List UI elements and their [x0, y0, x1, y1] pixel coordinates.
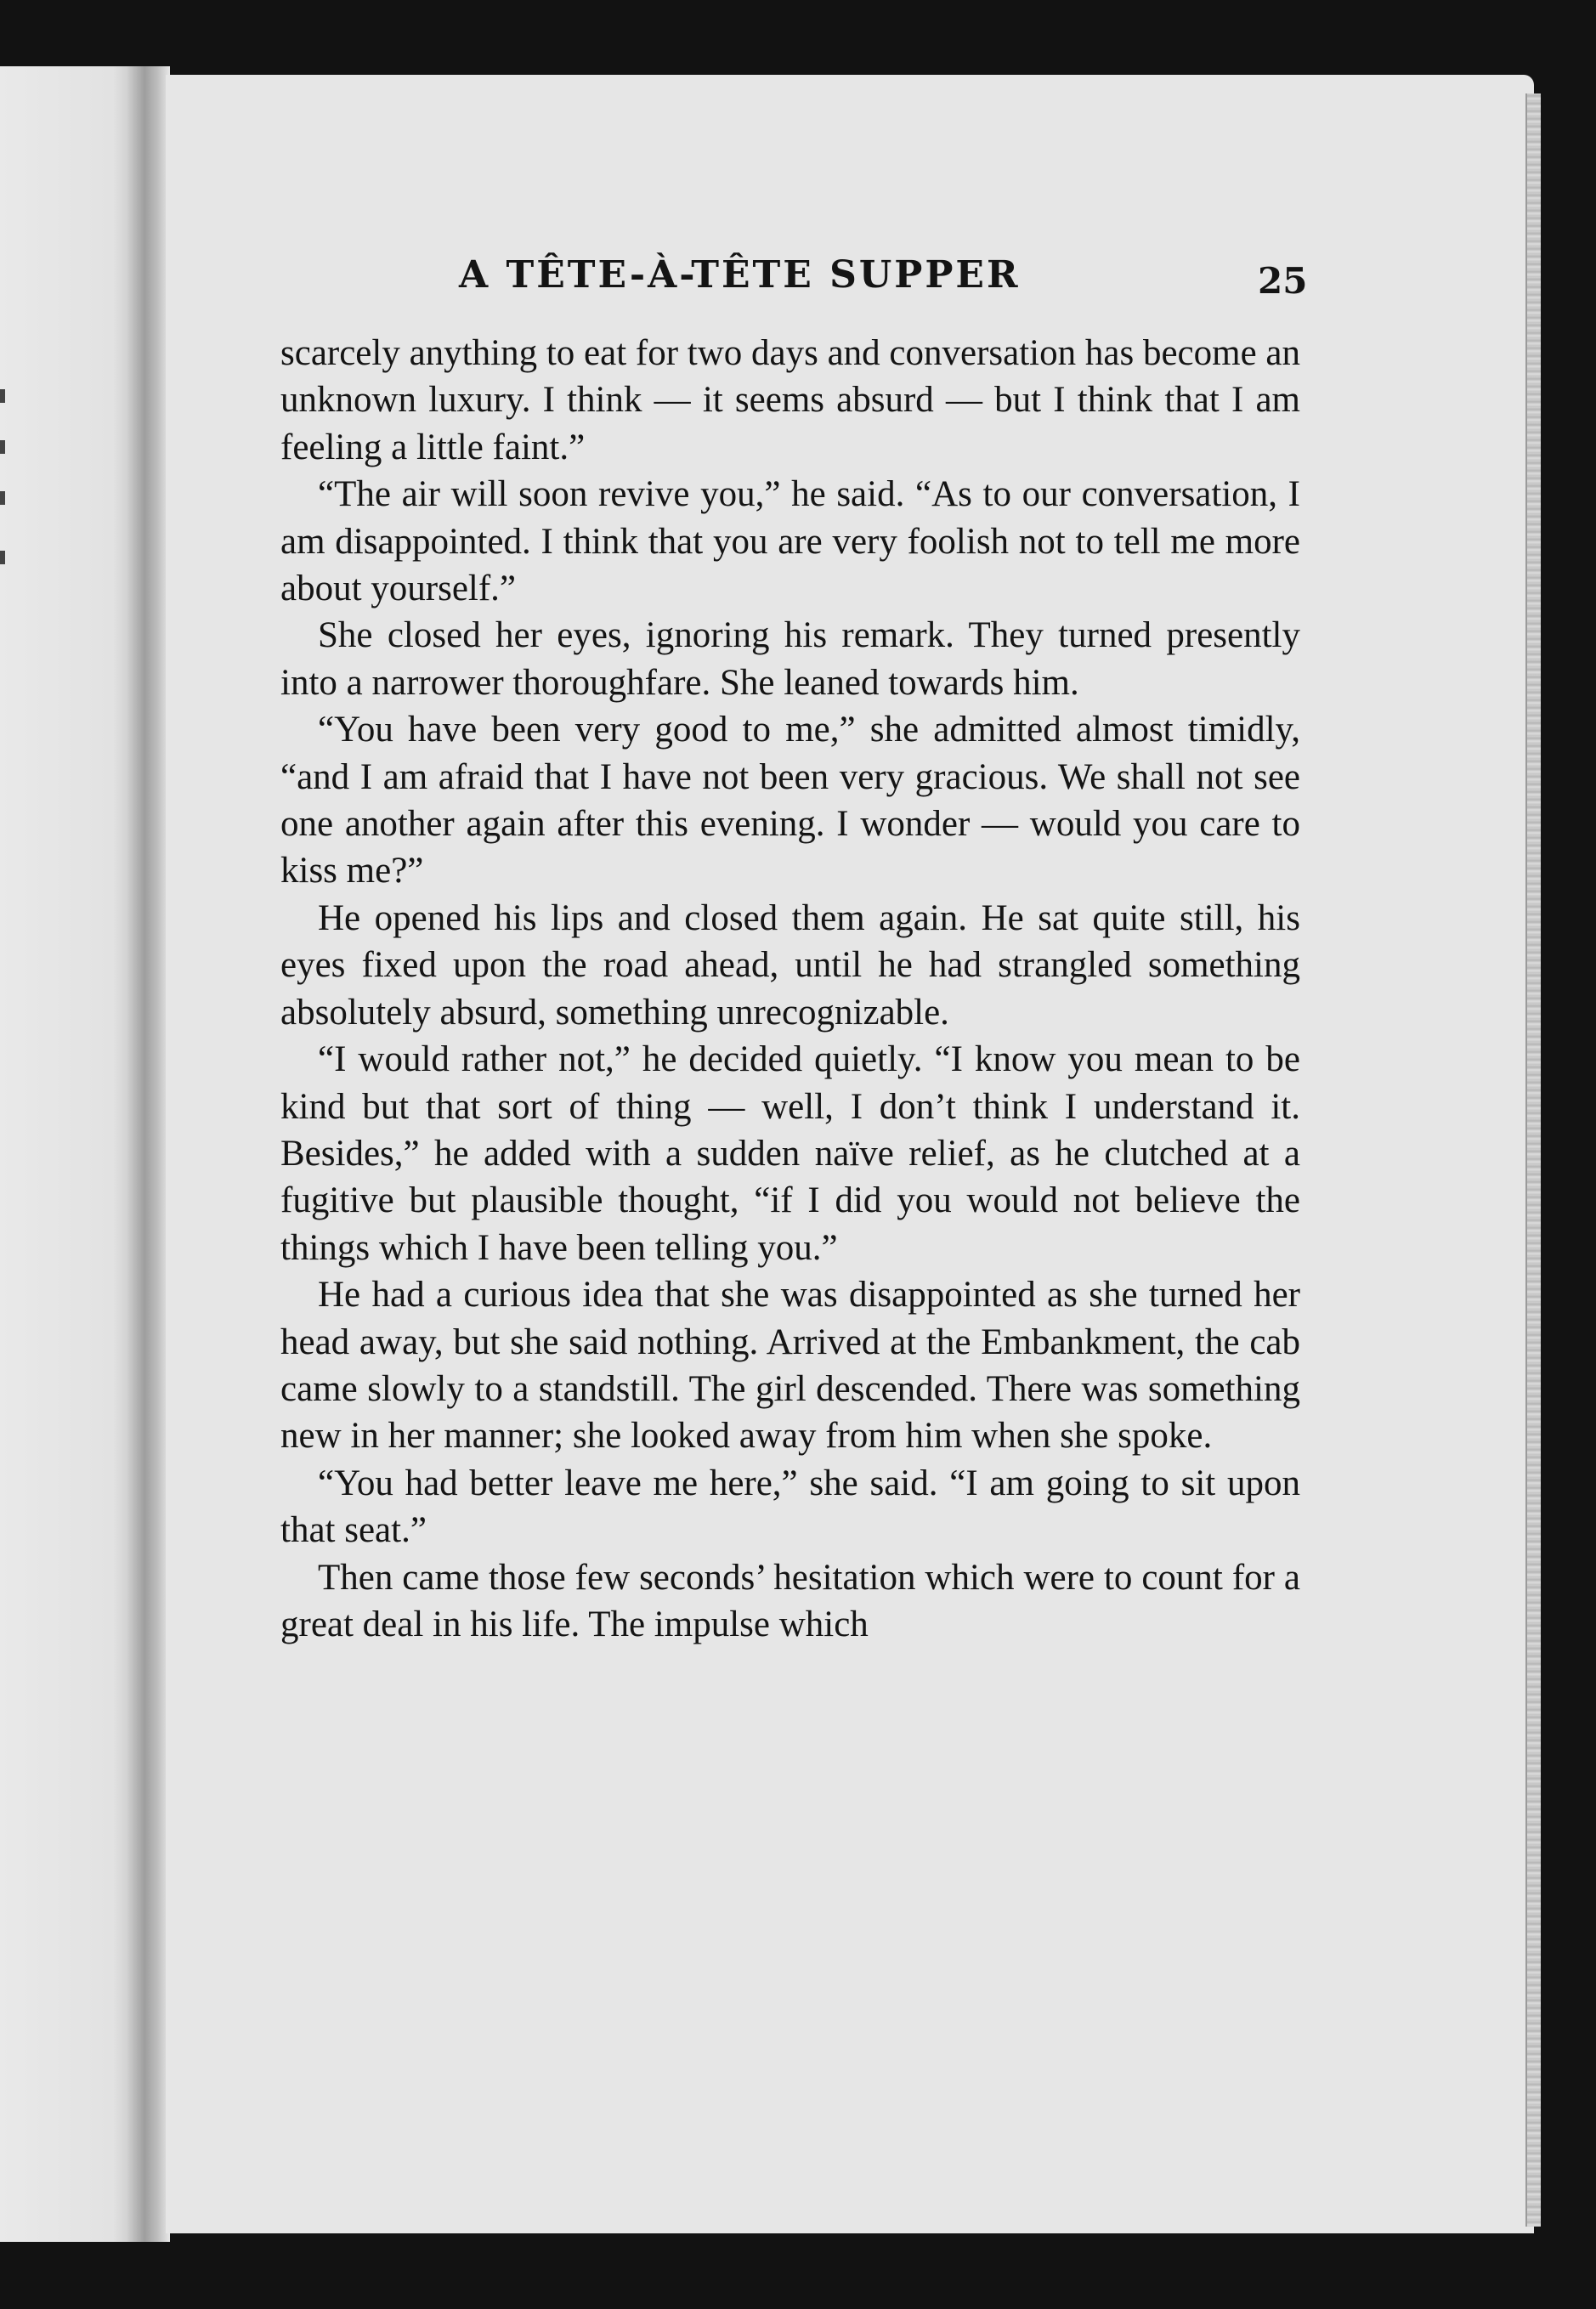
paragraph: “I would rather not,” he decided quietly. “I know you mean to be kind but that sort of thing — well, I don’t think I understand it. Besides,” he added with a sudden naïve relief, as he clutched at a fugitive but plausible thought, “if I did you would not believe the things which I have been telling you.”: [280, 1039, 1300, 1268]
paragraph: He opened his lips and closed them again. He sat quite still, his eyes fixed upon the road ahead, until he had strangled something absolutely absurd, something unrecognizable.: [280, 897, 1300, 1033]
paragraph: She closed her eyes, ignoring his remark. They turned presently into a narrower thoroughfare. She leaned towards him.: [280, 615, 1300, 703]
book-gutter: [127, 66, 170, 2242]
paragraph: “You have been very good to me,” she admitted almost timidly, “and I am afraid that I have not been very gracious. We shall not see one another again after this evening. I wonder — would you care to kiss me?”: [280, 710, 1300, 891]
page-header: [459, 253, 1309, 313]
running-title: A TÊTE-À-TÊTE SUPPER: [459, 253, 1021, 297]
body-text: [280, 330, 1300, 1648]
left-page-marks: [0, 389, 8, 610]
paragraph: “You had better leave me here,” she said. “I am going to sit upon that seat.”: [280, 1463, 1300, 1551]
page-number: 25: [1258, 260, 1308, 302]
paragraph: Then came those few seconds’ hesitation which were to count for a great deal in his life. The impulse which: [280, 1557, 1300, 1644]
paragraph: “The air will soon revive you,” he said. “As to our conversation, I am disappointed. I think that you are very foolish not to tell me more about yourself.”: [280, 474, 1300, 609]
page-stack-edge: [1525, 93, 1541, 2227]
paragraph: He had a curious idea that she was disappointed as she turned her head away, but she said nothing. Arrived at the Embankment, the cab came slowly to a standstill. The girl descended. There was something new in her manner; she looked away from him when she spoke.: [280, 1275, 1300, 1457]
paragraph: scarcely anything to eat for two days and conversation has become an unknown luxury. I think — it seems absurd — but I think that I am feeling a little faint.”: [280, 333, 1300, 467]
